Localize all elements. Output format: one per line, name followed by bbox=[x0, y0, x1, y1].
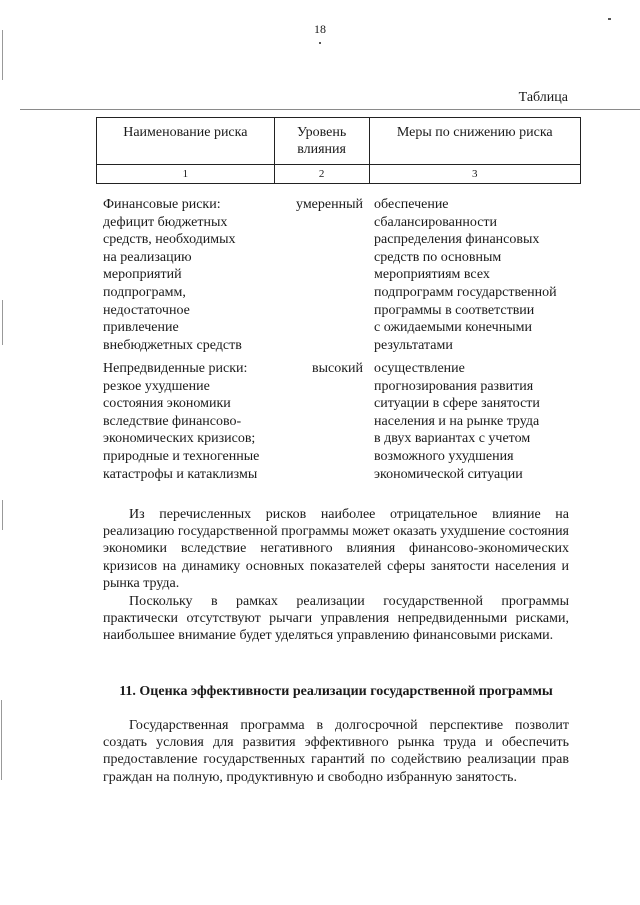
header-mitigation: Меры по снижению риска bbox=[369, 118, 580, 165]
section-paragraph: Государственная программа в долгосрочной перспективе позволит создать условия для развития эффективного рынка труда и обеспечить предоставление государственных гарантий по содействию реализации прав граждан на полную, продуктивную и свободно избранную занятость. bbox=[103, 718, 569, 785]
page-number: 18 bbox=[314, 22, 326, 36]
scan-mark bbox=[2, 500, 3, 530]
text-line: экономической ситуации bbox=[374, 466, 523, 482]
text-line: подпрограмм государственной bbox=[374, 284, 557, 300]
text-line: населения и на рынке труда bbox=[374, 413, 540, 429]
text-line: привлечение bbox=[103, 320, 179, 336]
text-line: внебюджетных средств bbox=[103, 337, 242, 353]
text-line: с ожидаемыми конечными bbox=[374, 320, 532, 336]
text-line: программы в соответствии bbox=[374, 302, 535, 318]
row1-impact-level: умеренный bbox=[296, 197, 363, 212]
text-line: мероприятиям всех bbox=[374, 267, 490, 283]
text-line: обеспечение bbox=[374, 197, 449, 212]
table-label: Таблица bbox=[518, 90, 568, 105]
row2-impact-level: высокий bbox=[311, 361, 363, 376]
text-line: распределения финансовых bbox=[374, 232, 540, 248]
text-line: экономических кризисов; bbox=[103, 431, 256, 447]
text-line: недостаточное bbox=[103, 302, 190, 318]
text-line: подпрограмм, bbox=[103, 284, 186, 300]
text-line: прогнозирования развития bbox=[374, 378, 534, 394]
text-line: средств, необходимых bbox=[103, 232, 236, 248]
row2-mitigation bbox=[374, 360, 584, 483]
text-line: ситуации в сфере занятости bbox=[374, 396, 540, 412]
risk-table-header bbox=[96, 117, 581, 184]
column-number-3: 3 bbox=[369, 165, 580, 184]
text-line: Финансовые риски: bbox=[103, 197, 221, 212]
text-line: мероприятий bbox=[103, 267, 182, 283]
scan-mark bbox=[2, 300, 3, 345]
scan-mark bbox=[1, 700, 2, 780]
row2-risk-name bbox=[103, 360, 293, 483]
header-impact-level: Уровень влияния bbox=[274, 118, 369, 165]
scan-mark bbox=[2, 30, 3, 80]
header-risk-name: Наименование риска bbox=[97, 118, 275, 165]
text-line: состояния экономики bbox=[103, 396, 231, 412]
paragraph-negative-impact: Из перечисленных рисков наиболее отрицательное влияние на реализацию государственной программы может оказать ухудшение состояния экономики вследствие негативного влияния финансово-экономических кризисов на динамику основных показателей сферы занятости населения и рынка труда. bbox=[103, 507, 569, 591]
row1-mitigation bbox=[374, 196, 584, 354]
text-line: вследствие финансово- bbox=[103, 413, 242, 429]
text-line: дефицит бюджетных bbox=[103, 214, 228, 230]
paragraph-risk-management: Поскольку в рамках реализации государственной программы практически отсутствуют рычаги управления непредвиденными рисками, наибольшее внимание будет уделяться управлению финансовыми рисками. bbox=[103, 594, 569, 644]
text-line: катастрофы и катаклизмы bbox=[103, 466, 258, 482]
column-number-1: 1 bbox=[97, 165, 275, 184]
text-line: в двух вариантах с учетом bbox=[374, 431, 531, 447]
text-line: результатами bbox=[374, 337, 453, 353]
text-line: осуществление bbox=[374, 361, 465, 376]
scan-mark bbox=[608, 18, 611, 20]
section-heading: 11. Оценка эффективности реализации государственной программы bbox=[119, 684, 553, 699]
column-number-2: 2 bbox=[274, 165, 369, 184]
text-line: сбалансированности bbox=[374, 214, 498, 230]
top-rule bbox=[20, 109, 640, 110]
text-line: на реализацию bbox=[103, 249, 192, 265]
text-line: средств по основным bbox=[374, 249, 502, 265]
row1-risk-name bbox=[103, 196, 293, 354]
text-line: возможного ухудшения bbox=[374, 448, 514, 464]
scan-mark bbox=[319, 42, 321, 44]
text-line: природные и техногенные bbox=[103, 448, 260, 464]
text-line: Непредвиденные риски: bbox=[103, 361, 248, 376]
text-line: резкое ухудшение bbox=[103, 378, 210, 394]
